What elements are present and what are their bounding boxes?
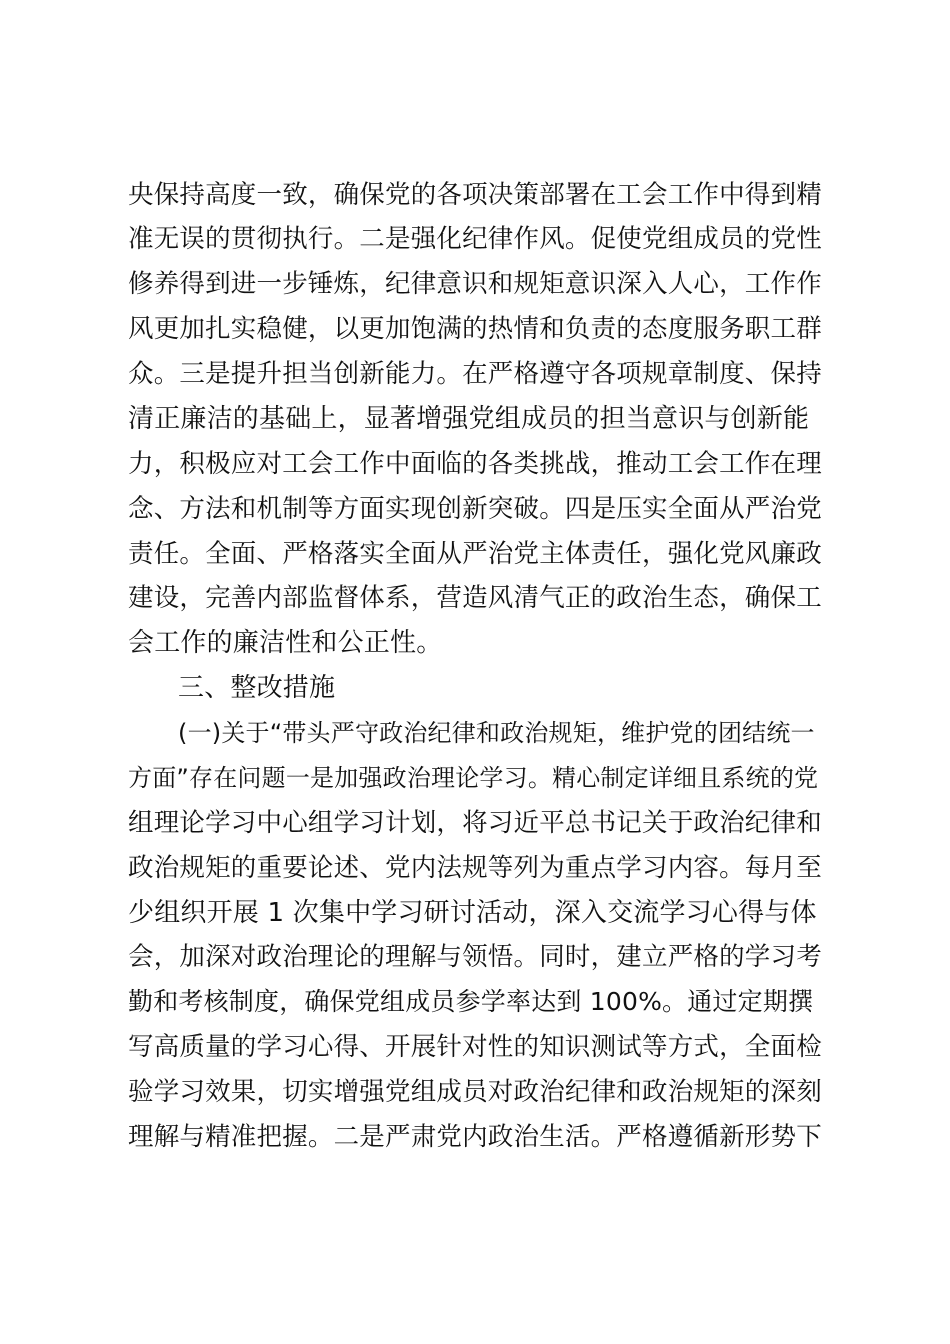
paragraph-line: 少组织开展 1 次集中学习研讨活动，深入交流学习心得与体 <box>128 898 817 928</box>
paragraph-line: 力，积极应对工会工作中面临的各类挑战，推动工会工作在理 <box>128 449 822 479</box>
paragraph-line: 组理论学习中心组学习计划，将习近平总书记关于政治纪律和 <box>128 808 822 838</box>
section-heading: 三、整改措施 <box>178 673 336 703</box>
paragraph-line: 理解与精准把握。二是严肃党内政治生活。严格遵循新形势下 <box>128 1122 822 1152</box>
paragraph-line: 央保持高度一致，确保党的各项决策部署在工会工作中得到精 <box>128 180 822 210</box>
paragraph-line: 众。三是提升担当创新能力。在严格遵守各项规章制度、保持 <box>128 359 822 389</box>
paragraph-line: 责任。全面、严格落实全面从严治党主体责任，强化党风廉政 <box>128 539 822 569</box>
paragraph-line: 建设，完善内部监督体系，营造风清气正的政治生态，确保工 <box>128 583 822 613</box>
paragraph-line: 风更加扎实稳健，以更加饱满的热情和负责的态度服务职工群 <box>128 314 822 344</box>
subsection-heading-line: (一)关于“带头严守政治纪律和政治规矩，维护党的团结统一 <box>178 719 815 747</box>
paragraph-line: 勤和考核制度，确保党组成员参学率达到 100%。通过定期撰 <box>128 987 814 1016</box>
paragraph-line: 方面”存在问题一是加强政治理论学习。精心制定详细且系统的党 <box>128 764 819 792</box>
paragraph-line: 验学习效果，切实增强党组成员对政治纪律和政治规矩的深刻 <box>128 1077 822 1107</box>
paragraph-line: 清正廉洁的基础上，显著增强党组成员的担当意识与创新能 <box>128 404 810 434</box>
paragraph-line: 会，加深对政治理论的理解与领悟。同时，建立严格的学习考 <box>128 942 822 972</box>
paragraph-line: 修养得到进一步锤炼，纪律意识和规矩意识深入人心，工作作 <box>128 269 822 299</box>
paragraph-line: 会工作的廉洁性和公正性。 <box>128 628 443 658</box>
paragraph-line: 政治规矩的重要论述、党内法规等列为重点学习内容。每月至 <box>128 853 822 883</box>
paragraph-line: 念、方法和机制等方面实现创新突破。四是压实全面从严治党 <box>128 494 822 524</box>
paragraph-line: 写高质量的学习心得、开展针对性的知识测试等方式，全面检 <box>128 1032 822 1062</box>
paragraph-line: 准无误的贯彻执行。二是强化纪律作风。促使党组成员的党性 <box>128 224 822 254</box>
